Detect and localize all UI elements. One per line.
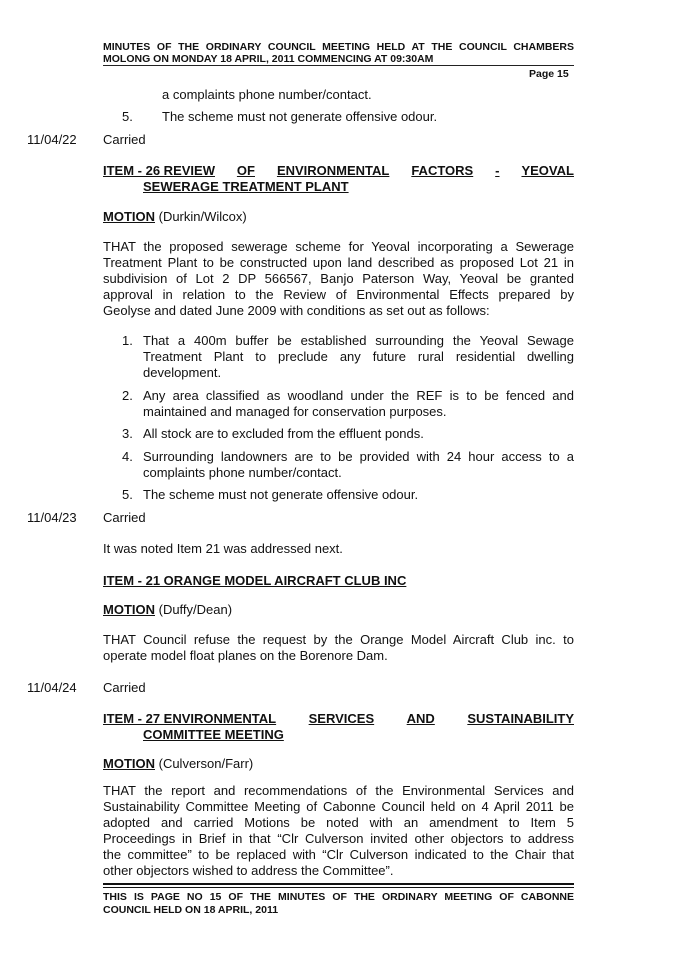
title-word: ENVIRONMENTAL	[276, 163, 390, 178]
body-line: Geolyse and dated June 2009 with conditions as set out as follows:	[103, 303, 490, 318]
resolution-number-22: 11/04/22	[27, 132, 77, 147]
condition-5-text: The scheme must not generate offensive odour.	[143, 487, 419, 502]
continued-item-5-text: The scheme must not generate offensive odour.	[162, 109, 438, 124]
body-line: other objectors wished to address the Committee”.	[103, 863, 394, 878]
item-26-title-line-2: SEWERAGE TREATMENT PLANT	[143, 179, 349, 194]
title-word: AND	[406, 711, 435, 726]
condition-line: development.	[143, 365, 222, 380]
condition-line: complaints phone number/contact.	[143, 465, 342, 480]
condition-3-text: All stock are to excluded from the effluent ponds.	[143, 426, 424, 441]
motion-movers: (Duffy/Dean)	[155, 602, 233, 617]
title-word: SERVICES	[308, 711, 375, 726]
condition-1-number: 1.	[122, 333, 133, 348]
body-line: Treatment Plant to be constructed upon land described as proposed Lot 21 in	[103, 255, 574, 270]
condition-line: maintained and managed for conservation purposes.	[143, 404, 447, 419]
condition-4-text	[143, 449, 574, 481]
body-line: adopted and carried Motions be noted with an amendment to Item 5	[103, 815, 574, 830]
carried-23: Carried	[103, 510, 146, 525]
condition-4-number: 4.	[122, 449, 133, 464]
body-line: Sustainability Committee Meeting of Cabonne Council held on 4 April 2011 be	[103, 799, 574, 814]
header-line-2: MOLONG ON MONDAY 18 APRIL, 2011 COMMENCING AT 09:30AM	[103, 53, 434, 65]
body-line: the committee” to be replaced with “Clr Culverson indicated to the Chair that	[103, 847, 574, 862]
condition-line: That a 400m buffer be established surrounding the Yeoval Sewage	[143, 333, 574, 348]
item-27-title-line-2: COMMITTEE MEETING	[143, 727, 284, 742]
condition-2-text	[143, 388, 574, 420]
title-word: SUSTAINABILITY	[467, 711, 574, 726]
motion-movers: (Durkin/Wilcox)	[155, 209, 247, 224]
body-line: THAT the proposed sewerage scheme for Yeoval incorporating a Sewerage	[103, 239, 574, 254]
body-line: approval in relation to the Review of Environmental Effects prepared by	[103, 287, 574, 302]
footer-rule-thick	[103, 883, 574, 885]
item-26-title-line-1	[103, 163, 574, 179]
page-header	[103, 41, 574, 65]
body-line: THAT Council refuse the request by the Orange Model Aircraft Club inc. to	[103, 632, 574, 647]
condition-3-number: 3.	[122, 426, 133, 441]
title-word: ITEM - 27 ENVIRONMENTAL	[103, 711, 277, 726]
carried-24: Carried	[103, 680, 146, 695]
item-27-motion	[103, 756, 253, 772]
header-line-1: MINUTES OF THE ORDINARY COUNCIL MEETING HELD AT THE COUNCIL CHAMBERS	[103, 41, 574, 53]
continued-condition-text: a complaints phone number/contact.	[162, 87, 372, 102]
item-21-title: ITEM - 21 ORANGE MODEL AIRCRAFT CLUB INC	[103, 573, 407, 588]
title-word: FACTORS	[411, 163, 474, 178]
condition-line: Treatment Plant to preclude any future rural residential dwelling	[143, 349, 574, 364]
item-27-resolution-body	[103, 783, 574, 879]
page-footer	[103, 891, 574, 917]
condition-5-number: 5.	[122, 487, 133, 502]
item-26-motion	[103, 209, 247, 225]
footer-rule-thin	[103, 887, 574, 888]
item-21-motion	[103, 602, 232, 618]
header-divider	[103, 65, 574, 66]
item-26-resolution-body	[103, 239, 574, 319]
footer-line-1: THIS IS PAGE NO 15 OF THE MINUTES OF THE ORDINARY MEETING OF CABONNE	[103, 891, 574, 903]
item-27-title-line-1	[103, 711, 574, 727]
title-word: ITEM - 26 REVIEW	[103, 163, 215, 178]
body-line: THAT the report and recommendations of the Environmental Services and	[103, 783, 574, 798]
condition-2-number: 2.	[122, 388, 133, 403]
resolution-number-24: 11/04/24	[27, 680, 77, 695]
title-word: OF	[236, 163, 255, 178]
item-21-resolution-body	[103, 632, 574, 664]
title-word: -	[495, 163, 500, 178]
title-word: YEOVAL	[521, 163, 574, 178]
body-line: subdivision of Lot 2 DP 566567, Banjo Paterson Way, Yeoval be granted	[103, 271, 574, 286]
resolution-number-23: 11/04/23	[27, 510, 77, 525]
carried-22: Carried	[103, 132, 146, 147]
motion-label: MOTION	[103, 602, 155, 617]
condition-1-text	[143, 333, 574, 381]
body-line: operate model float planes on the Borenore Dam.	[103, 648, 388, 663]
item-21-note: It was noted Item 21 was addressed next.	[103, 541, 343, 556]
body-line: Proceedings in Brief in that “Clr Culverson invited other objectors to address	[103, 831, 574, 846]
motion-label: MOTION	[103, 209, 155, 224]
footer-line-2: COUNCIL HELD ON 18 APRIL, 2011	[103, 904, 279, 916]
condition-line: Any area classified as woodland under the REF is to be fenced and	[143, 388, 574, 403]
continued-item-5-number: 5.	[122, 109, 133, 124]
page-number: Page 15	[529, 68, 569, 80]
motion-movers: (Culverson/Farr)	[155, 756, 254, 771]
motion-label: MOTION	[103, 756, 155, 771]
condition-line: Surrounding landowners are to be provided with 24 hour access to a	[143, 449, 574, 464]
